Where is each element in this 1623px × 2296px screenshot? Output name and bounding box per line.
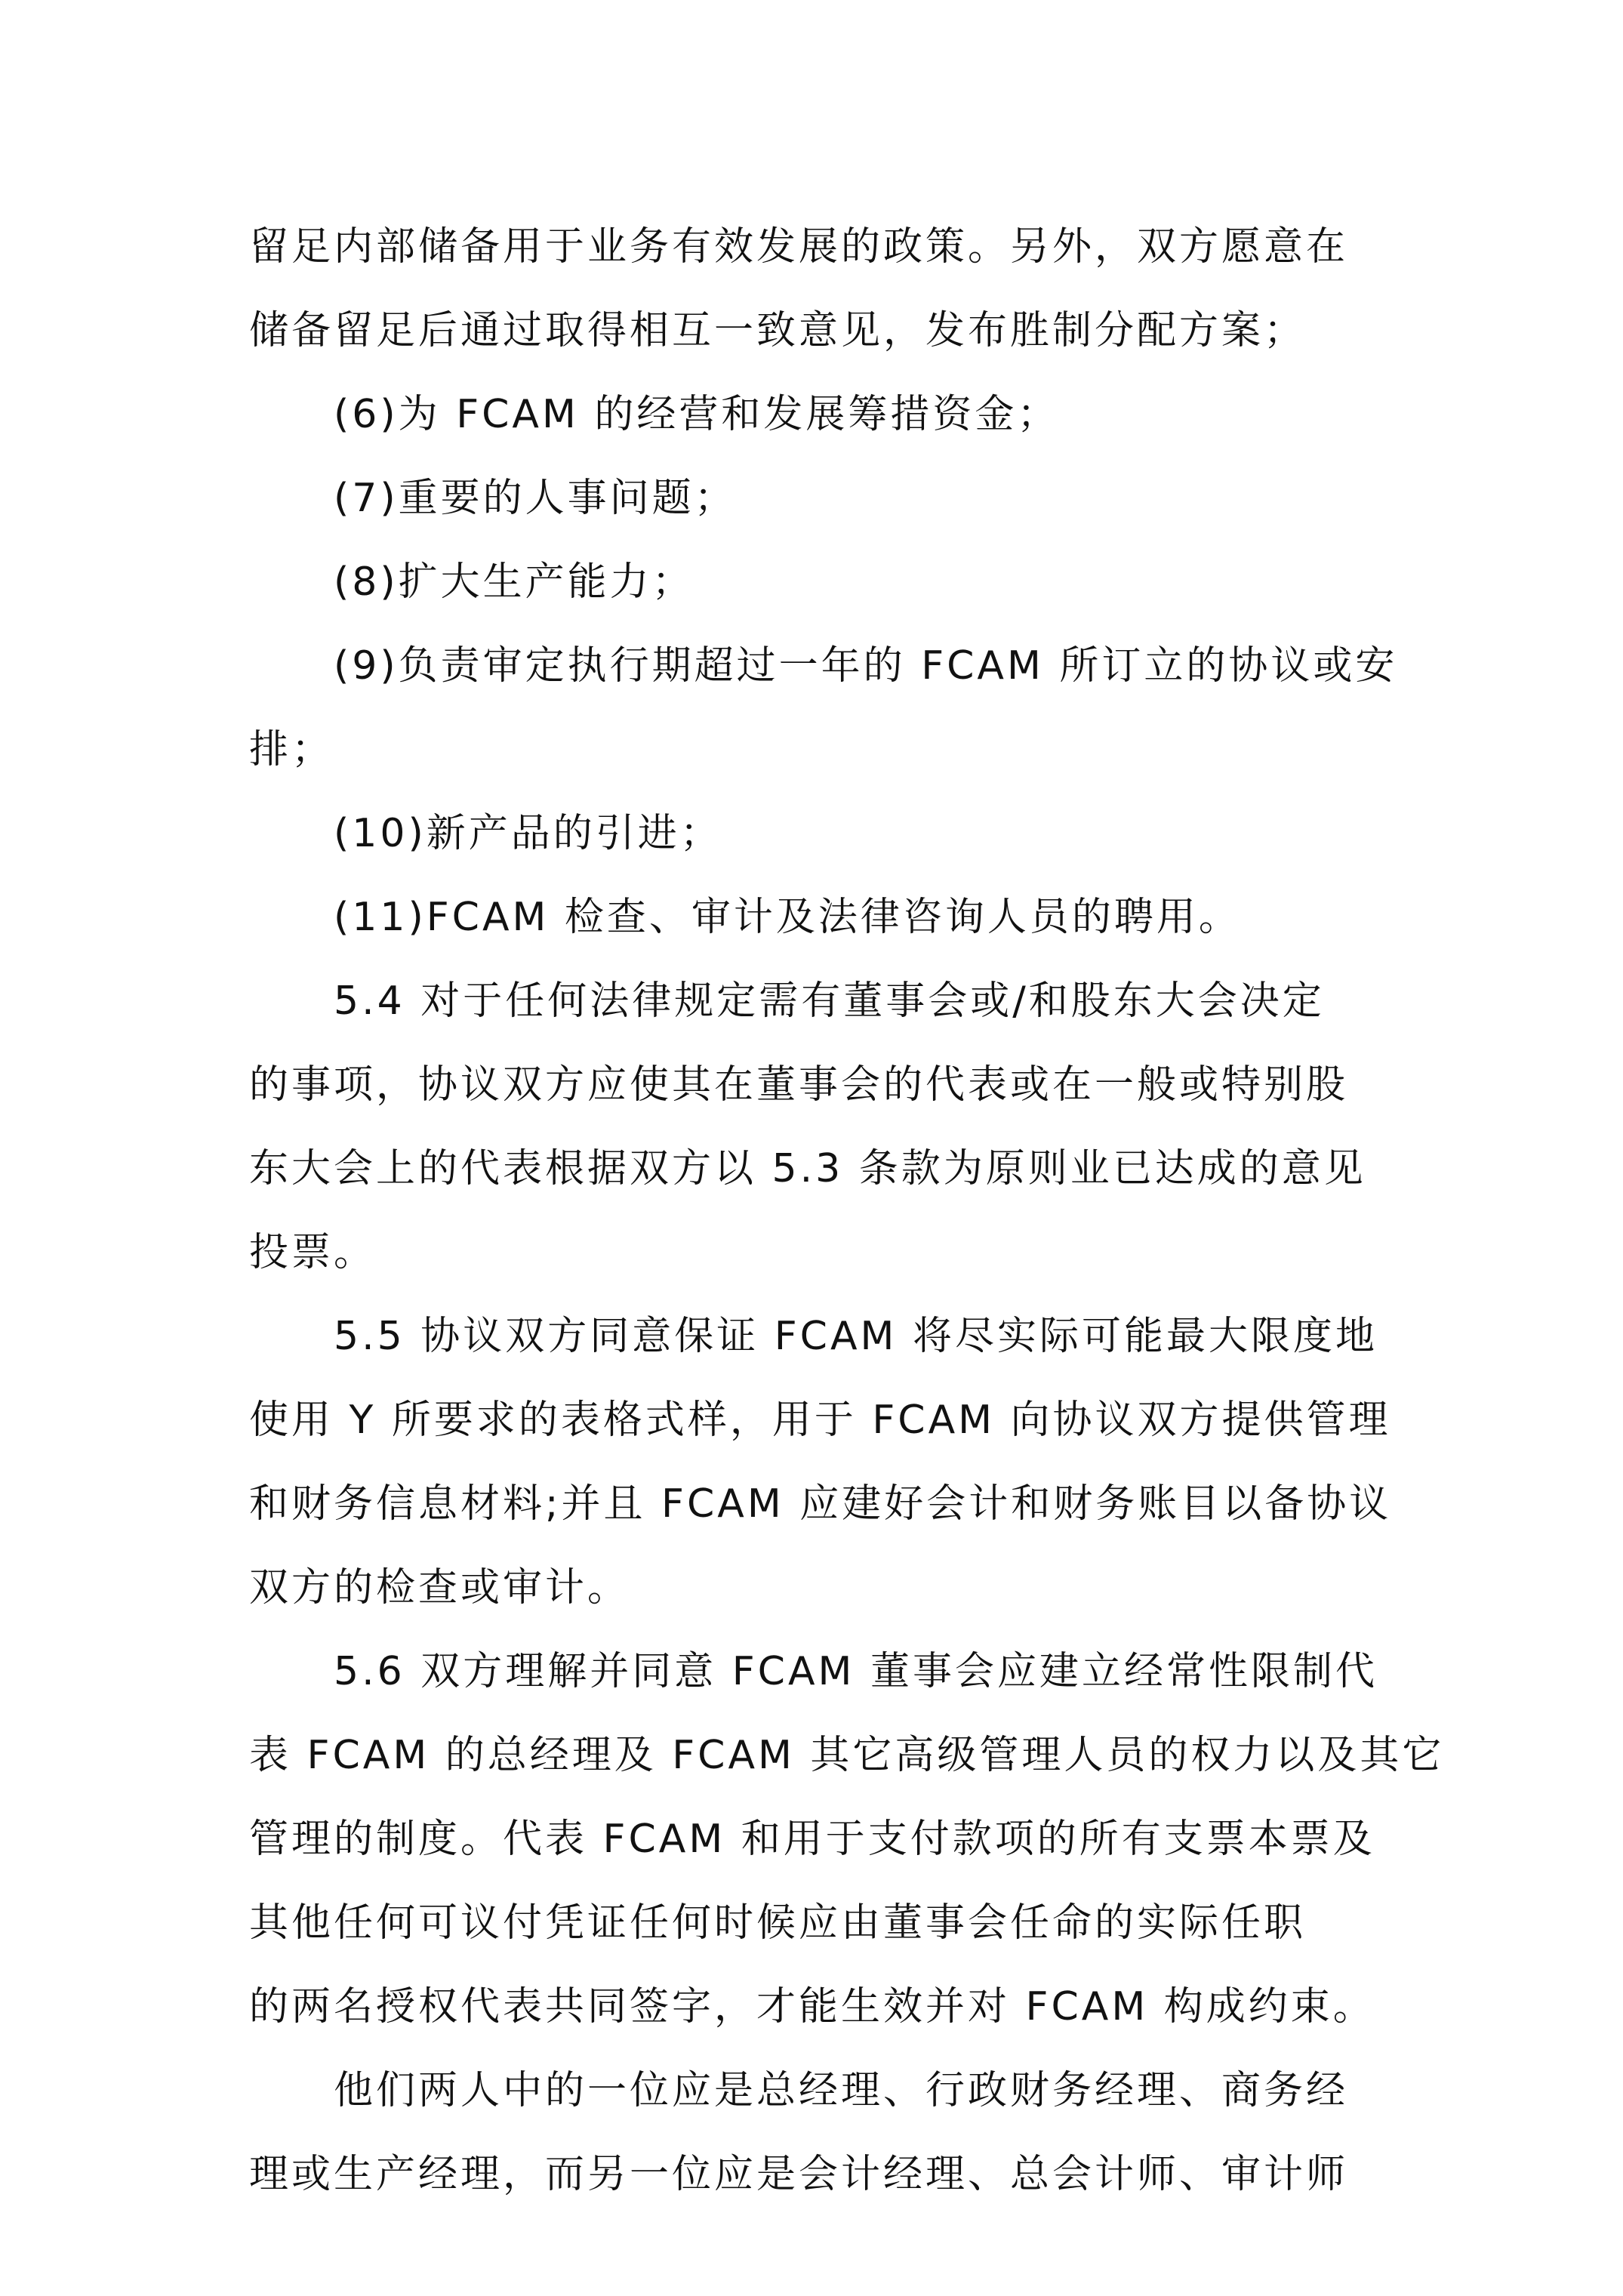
list-item-11 xyxy=(249,876,1381,960)
text-line: 5.4 对于任何法律规定需有董事会或/和股东大会决定 xyxy=(334,978,1325,1024)
text-line: 5.5 协议双方同意保证 FCAM 将尽实际可能最大限度地 xyxy=(334,1314,1378,1359)
text-line: (8)扩大生产能力； xyxy=(334,559,694,605)
text-line: 使用 Y 所要求的表格式样，用于 FCAM 向协议双方提供管理 xyxy=(249,1398,1391,1443)
text-line: 的两名授权代表共同签字，才能生效并对 FCAM 构成约束。 xyxy=(249,1984,1375,2029)
list-item-7 xyxy=(249,457,1381,541)
text-line: 5.6 双方理解并同意 FCAM 董事会应建立经常性限制代 xyxy=(334,1649,1378,1694)
text-line: 双方的检查或审计。 xyxy=(249,1565,630,1610)
text-line: (6)为 FCAM 的经营和发展筹措资金； xyxy=(334,392,1060,437)
list-item-8 xyxy=(249,541,1381,624)
text-line: 留足内部储备用于业务有效发展的政策。另外，双方愿意在 xyxy=(249,224,1349,270)
text-line: 投票。 xyxy=(249,1230,377,1275)
list-item-6 xyxy=(249,373,1381,457)
list-item-9 xyxy=(249,624,1398,792)
text-line: 其他任何可议付凭证任何时候应由董事会任命的实际任职 xyxy=(249,1900,1307,1946)
text-line: 和财务信息材料;并且 FCAM 应建好会计和财务账目以备协议 xyxy=(249,1481,1392,1527)
clause-5-4 xyxy=(249,960,1381,1295)
text-line: 储备留足后通过取得相互一致意见，发布胜制分配方案； xyxy=(249,308,1307,353)
text-line: 他们两人中的一位应是总经理、行政财务经理、商务经 xyxy=(334,2068,1349,2113)
text-line: (11)FCAM 检查、审计及法律咨询人员的聘用。 xyxy=(334,895,1241,940)
text-line: 的事项，协议双方应使其在董事会的代表或在一般或特别股 xyxy=(249,1062,1349,1108)
text-line: (7)重要的人事问题； xyxy=(334,476,737,521)
clause-5-6 xyxy=(249,1630,1445,2049)
text-line: 排； xyxy=(249,727,334,772)
paragraph-reserve-policy xyxy=(249,205,1381,373)
text-line: (9)负责审定执行期超过一年的 FCAM 所订立的协议或安 xyxy=(334,643,1398,689)
clause-5-5 xyxy=(249,1295,1392,1630)
text-line: 管理的制度。代表 FCAM 和用于支付款项的所有支票本票及 xyxy=(249,1817,1375,1862)
text-line: 表 FCAM 的总经理及 FCAM 其它高级管理人员的权力以及其它 xyxy=(249,1733,1445,1778)
text-line: 东大会上的代表根据双方以 5.3 条款为原则业已达成的意见 xyxy=(249,1146,1366,1191)
text-line: (10)新产品的引进； xyxy=(334,811,722,856)
list-item-10 xyxy=(249,792,1381,876)
paragraph-signatories xyxy=(249,2049,1381,2217)
document-body xyxy=(249,205,1445,2217)
text-line: 理或生产经理，而另一位应是会计经理、总会计师、审计师 xyxy=(249,2152,1349,2197)
